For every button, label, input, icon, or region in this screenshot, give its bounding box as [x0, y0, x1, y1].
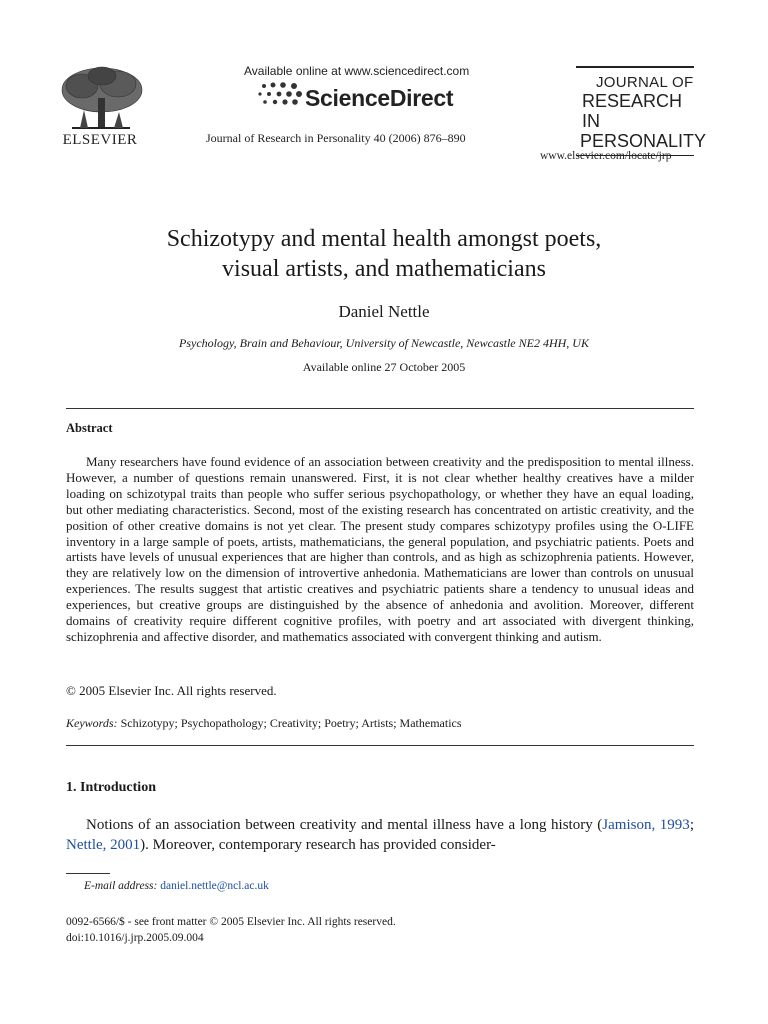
keywords-label: Keywords:: [66, 716, 118, 730]
section-heading-introduction: 1. Introduction: [66, 780, 156, 795]
sciencedirect-tagline[interactable]: Available online at www.sciencedirect.com: [244, 64, 470, 78]
intro-text-after: ). Moreover, contemporary research has provided consider-: [140, 836, 496, 853]
abstract-copyright: © 2005 Elsevier Inc. All rights reserved.: [66, 683, 277, 698]
intro-text-before: Notions of an association between creativity and mental illness have a long history (: [86, 817, 603, 833]
journal-logo-line1: JOURNAL OF: [596, 74, 694, 91]
footnote: [84, 880, 269, 892]
publisher-name: ELSEVIER: [62, 132, 138, 148]
keywords: [66, 716, 462, 731]
footnote-email-link[interactable]: daniel.nettle@ncl.ac.uk: [160, 880, 269, 892]
abstract-heading: Abstract: [66, 421, 113, 435]
introduction-paragraph: [66, 816, 694, 855]
citation-link-nettle[interactable]: Nettle, 2001: [66, 836, 141, 853]
front-matter: [66, 914, 396, 946]
journal-logo-line2: RESEARCH IN: [582, 91, 683, 131]
issn-line: 0092-6566/$ - see front matter © 2005 Elsevier Inc. All rights reserved.: [66, 916, 396, 928]
citation-link-jamison[interactable]: Jamison, 1993: [602, 817, 690, 833]
footnote-rule: [66, 873, 110, 874]
journal-logo: [576, 66, 707, 156]
article-title-line1: Schizotypy and mental health amongst poets,: [166, 226, 602, 252]
footnote-email-label: E-mail address:: [84, 880, 158, 892]
intro-citation-separator: ;: [689, 817, 694, 833]
sciencedirect-wordmark: ScienceDirect: [305, 85, 454, 111]
author-name: Daniel Nettle: [338, 302, 430, 321]
journal-logo-line3: PERSONALITY: [580, 131, 707, 151]
article-title: [60, 224, 708, 284]
available-online-date: Available online 27 October 2005: [302, 360, 466, 374]
doi-line[interactable]: doi:10.1016/j.jrp.2005.09.004: [66, 932, 204, 944]
abstract-top-rule: [66, 408, 694, 409]
journal-url-link[interactable]: www.elsevier.com/locate/jrp: [540, 150, 672, 162]
journal-citation: Journal of Research in Personality 40 (2006) 876–890: [206, 131, 466, 145]
article-title-line2: visual artists, and mathematicians: [222, 256, 546, 282]
keywords-list: Schizotypy; Psychopathology; Creativity; Poetry; Artists; Mathematics: [120, 716, 462, 730]
author-affiliation: Psychology, Brain and Behaviour, University of Newcastle, Newcastle NE2 4HH, UK: [179, 336, 589, 350]
sciencedirect-dots-icon: [256, 80, 304, 106]
abstract-bottom-rule: [66, 745, 694, 746]
abstract-body: Many researchers have found evidence of an association between creativity and the predisposition to mental illness. However, a number of questions remain unanswered. First, it is not clear whether healthy creatives have a milder loading on schizotypal traits than people who suffer serious psychopathology, or whether they have an equal loading, but other mediating characteristics. Second, most of the existing research has concentrated on artistic creativity, and the position of other creative domains is not yet clear. The present study compares schizotypy profiles using the O-LIFE inventory in a large sample of poets, artists, mathematicians, the general population, and psychiatric patients. Poets and artists have levels of unusual experiences that are higher than controls, and as high as schizophrenia patients. However, they are relatively low on the dimension of introvertive anhedonia. Mathematicians are lower than controls on unusual experiences. The results suggest that artistic creatives and psychiatric patients share a tendency to unusual ideas and experiences, but creative groups are distinguished by the absence of anhedonia and avolition. Moreover, different domains of creativity require different cognitive profiles, with poetry and art associated with divergent thinking, schizophrenia and affective disorder, and mathematics associated with convergent thinking and autism.: [66, 454, 694, 644]
